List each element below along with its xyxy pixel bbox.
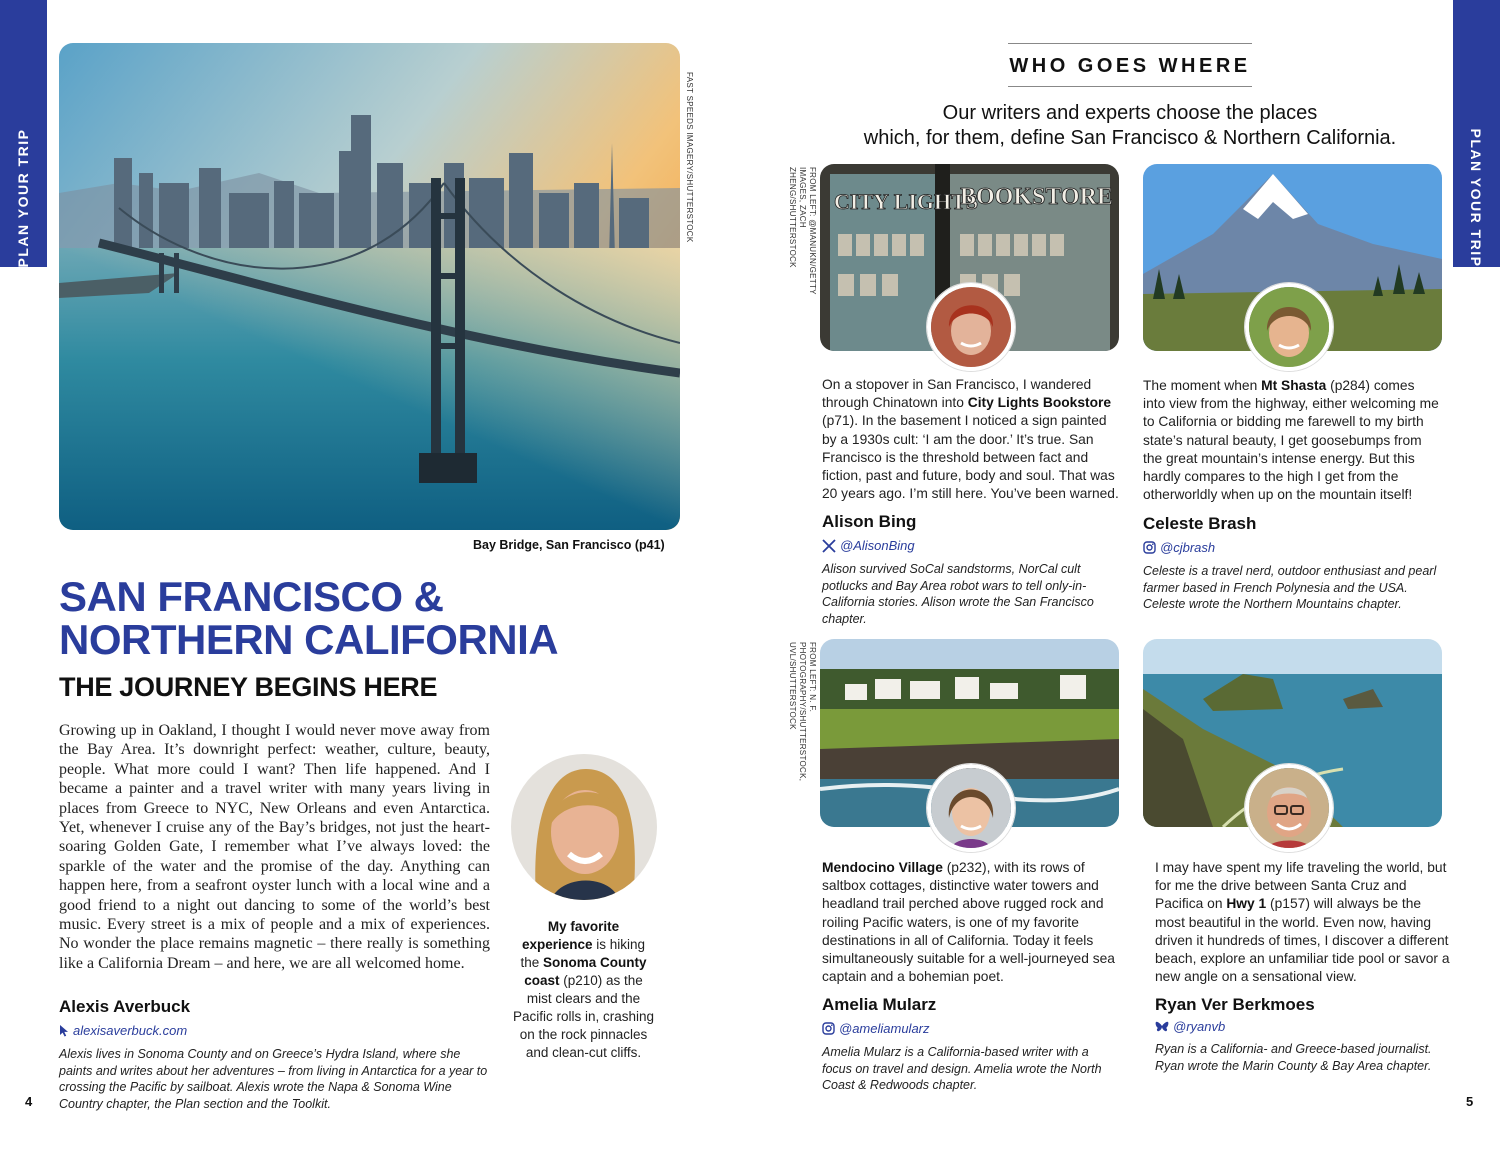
place-hwy-1: Hwy 1: [1226, 896, 1267, 912]
lead-author-bio: Alexis lives in Sonoma County and on Greece’s Hydra Island, where she paints and writes about her adventures – from living in Antarctica for a year to crossing the Pacific by sailboat. Alexis wrote the Napa & Sonoma Wine Country chapter, the Plan section and the Toolkit.: [59, 1047, 488, 1111]
bay-bridge-illustration: [59, 43, 680, 530]
section-intro: [840, 101, 1420, 151]
portrait-illustration: [1249, 768, 1329, 848]
portrait-illustration: [931, 287, 1011, 367]
writer-name-celeste-brash: Celeste Brash: [1143, 514, 1257, 533]
social-handle[interactable]: @ryanvb: [1173, 1019, 1226, 1034]
photo-credit-bottom-row: FROM LEFT: N. F. PHOTOGRAPHY/SHUTTERSTOCK, UVL/SHUTTERSTOCK: [788, 642, 817, 782]
fav-bold-2: Sonoma County coast: [524, 955, 647, 988]
bio-ryan-ver-berkmoes: Ryan is a California- and Greece-based journalist. Ryan wrote the Marin County & Bay Area chapter.: [1155, 1042, 1432, 1073]
bookstore-sign-right: BOOKSTORE: [960, 184, 1113, 210]
hero-caption: Bay Bridge, San Francisco (p41): [473, 538, 665, 552]
side-tab-right: [1453, 0, 1500, 267]
story-alison-bing: On a stopover in San Francisco, I wandered through Chinatown into City Lights Bookstore (p71). In the basement I noticed a sign painted by a 1930s cult: ‘I am the door.’ It’s true. San Francisco is the threshold between fact and fiction, past and future, body and soul. That was 20 years ago. I’m still here. You’ve been warned.: [822, 377, 1119, 502]
hero-photo-bay-bridge: [59, 43, 680, 530]
intro-line-1: Our writers and experts choose the places: [942, 102, 1318, 124]
cursor-arrow-icon: [59, 1024, 69, 1037]
social-celeste-brash[interactable]: [1143, 540, 1215, 555]
bio-alison-bing: Alison survived SoCal sandstorms, NorCal cult potlucks and Bay Area robot wars to tell only-in-California stories. Alison wrote the San Francisco chapter.: [822, 562, 1094, 626]
page-number-left: 4: [25, 1094, 33, 1109]
bookstore-sign-left: CITY LIGHTS: [834, 189, 979, 214]
avatar-celeste-brash: [1245, 283, 1333, 371]
lead-author-website[interactable]: [59, 1023, 187, 1038]
social-handle[interactable]: @cjbrash: [1160, 540, 1216, 555]
instagram-icon: [1143, 541, 1156, 554]
side-tab-label: PLAN YOUR TRIP: [1468, 128, 1484, 268]
intro-paragraph: Growing up in Oakland, I thought I would never move away from the Bay Area. It’s downright perfect: weather, culture, beauty, people. What more could I want? Then life happened. And I became a painter and a travel writer with many years living in places from Greece to NYC, New Orleans and even Antarctica. Yet, whenever I cruise any of the Bay’s bridges, not just the heart-soaring Golden Gate, I remember what I’ve always loved: the sparkle of the water and the promise of the day. Anything can happen here, from a seafront oyster lunch with a local wine and a good friend to a night out dancing to some of the world’s best music. Every street is a mix of people and a mix of experiences. No wonder the place remains magnetic – there really is something like a California Dream – and here, we are all welcomed home.: [59, 722, 490, 972]
page-subtitle: THE JOURNEY BEGINS HERE: [59, 672, 438, 702]
portrait-illustration: [1249, 287, 1329, 367]
writer-name-ryan-ver-berkmoes: Ryan Ver Berkmoes: [1155, 995, 1315, 1014]
fav-text-1: is hiking the: [520, 937, 646, 970]
bluesky-butterfly-icon: [1155, 1021, 1169, 1033]
place-city-lights: City Lights Bookstore: [967, 395, 1112, 411]
writer-name-alison-bing: Alison Bing: [822, 512, 917, 531]
bio-amelia-mularz: Amelia Mularz is a California-based writer with a focus on travel and design. Amelia wrote the North Coast & Redwoods chapter.: [822, 1045, 1102, 1092]
x-logo-icon: [822, 539, 836, 553]
avatar-ryan-ver-berkmoes: [1245, 764, 1333, 852]
side-tab-left: [0, 0, 47, 267]
photo-credit-hero: FAST SPEEDS IMAGERY/SHUTTERSTOCK: [685, 72, 694, 243]
heading-rule-top: [1008, 43, 1252, 44]
story-amelia-mularz: Mendocino Village (p232), with its rows of saltbox cottages, distinctive water towers and headland trail perched above rugged rock and roiling Pacific waters, is one of my favorite destinations in all of California. Today it feels simultaneously suitable for a well-journeyed sea captain and a bohemian poet.: [822, 860, 1115, 985]
social-handle[interactable]: @AlisonBing: [840, 538, 915, 553]
story-ryan-ver-berkmoes: I may have spent my life traveling the world, but for me the drive between Santa Cruz and Pacifica on Hwy 1 (p157) will always be the most beautiful in the world. Even now, having driven it hundreds of times, I discover a different beach, explore an unfamiliar tide pool or savor a new angle on a sensational view.: [1155, 860, 1450, 985]
favorite-experience: [512, 918, 655, 1062]
social-alison-bing[interactable]: [822, 538, 915, 553]
website-link[interactable]: alexisaverbuck.com: [73, 1023, 188, 1038]
social-ryan-ver-berkmoes[interactable]: [1155, 1019, 1225, 1034]
fav-bold-1: My favorite experience: [521, 919, 620, 952]
social-amelia-mularz[interactable]: [822, 1021, 930, 1036]
avatar-alexis: [511, 754, 657, 900]
portrait-illustration: [511, 754, 657, 900]
side-tab-label: PLAN YOUR TRIP: [15, 128, 31, 268]
story-celeste-brash: The moment when Mt Shasta (p284) comes into view from the highway, either welcoming me to California or bidding me farewell to my birth state’s natural beauty, I get goosebumps from the great mountain’s intense energy. But this hardly compares to the high I get from the otherworldly when up on the mountain itself!: [1143, 378, 1439, 503]
title-line-1: SAN FRANCISCO &: [59, 573, 444, 620]
heading-rule-bottom: [1008, 86, 1252, 87]
bio-celeste-brash: Celeste is a travel nerd, outdoor enthusiast and pearl farmer based in French Polynesia and the USA. Celeste wrote the Northern Mountains chapter.: [1143, 564, 1437, 611]
fav-text-2: (p210) as the mist clears and the Pacific rolls in, crashing on the rock pinnacles and clean-cut cliffs.: [512, 973, 655, 1060]
social-handle[interactable]: @ameliamularz: [839, 1021, 930, 1036]
writer-name-amelia-mularz: Amelia Mularz: [822, 995, 937, 1014]
intro-line-2: which, for them, define San Francisco & Northern California.: [863, 127, 1397, 149]
title-line-2: NORTHERN CALIFORNIA: [59, 616, 559, 663]
avatar-amelia-mularz: [927, 764, 1015, 852]
place-mt-shasta: Mt Shasta: [1261, 378, 1327, 393]
photo-credit-top-row: FROM LEFT: @MANUKN/GETTY IMAGES, ZACH ZHENG/SHUTTERSTOCK: [788, 167, 817, 295]
lead-author-name: Alexis Averbuck: [59, 997, 191, 1016]
instagram-icon: [822, 1022, 835, 1035]
page-title: [59, 575, 558, 661]
avatar-alison-bing: [927, 283, 1015, 371]
page-number-right: 5: [1466, 1094, 1474, 1109]
place-mendocino-village: Mendocino Village: [822, 860, 943, 875]
section-heading: WHO GOES WHERE: [1009, 55, 1251, 77]
portrait-illustration: [931, 768, 1011, 848]
